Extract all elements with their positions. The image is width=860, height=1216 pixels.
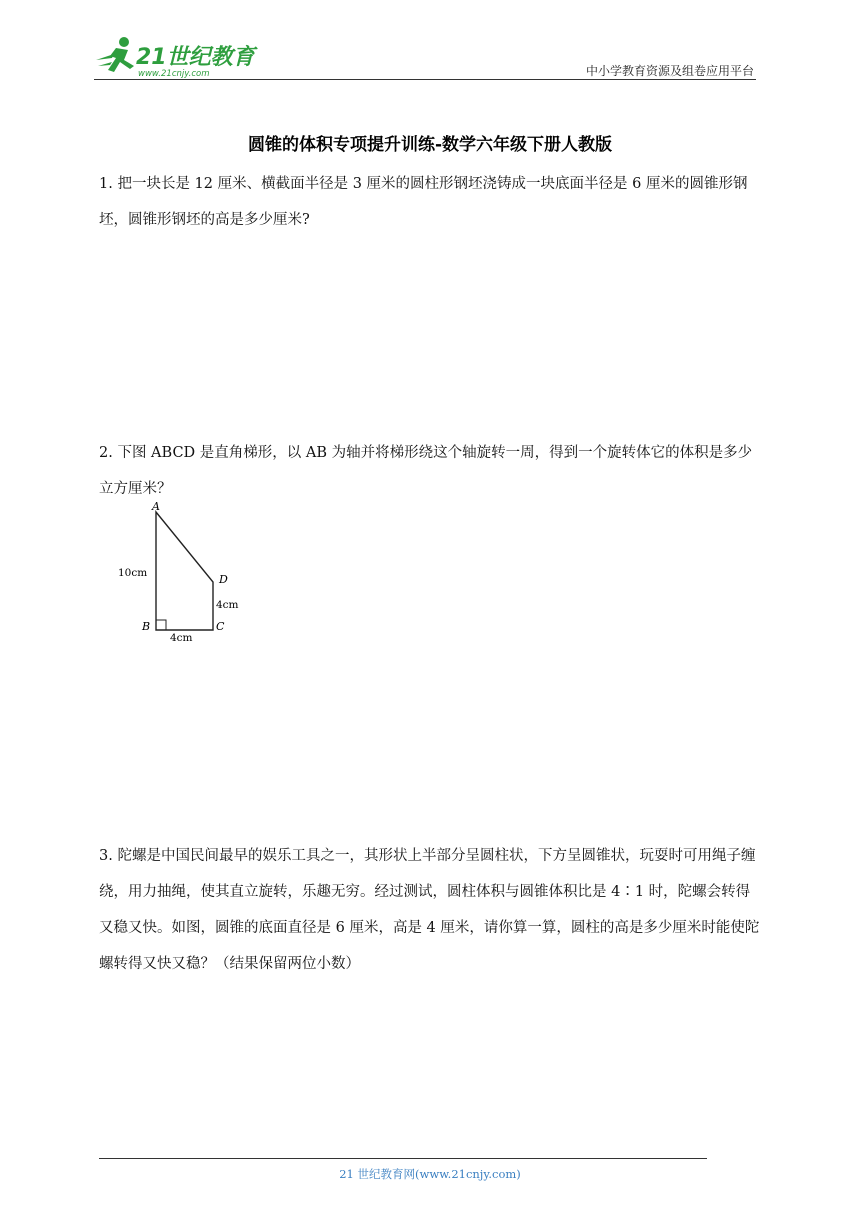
side-dc-label: 4cm — [216, 599, 239, 611]
page-header — [94, 32, 756, 80]
logo-url: www.21cnjy.com — [138, 69, 210, 78]
trapezoid-shape — [156, 512, 213, 630]
page-title: 圆锥的体积专项提升训练-数学六年级下册人教版 — [247, 135, 613, 155]
trapezoid-diagram — [112, 500, 252, 642]
vertex-d-label: D — [219, 573, 228, 586]
vertex-a-label: A — [152, 500, 160, 513]
vertex-b-label: B — [142, 620, 151, 633]
question-3: 3. 陀螺是中国民间最早的娱乐工具之一，其形状上半部分呈圆柱状，下方呈圆锥状，玩耍时可用绳子缠绕，用力抽绳，使其直立旋转，乐趣无穷。经过测试，圆柱体积与圆锥体积比是 4∶1 时，陀螺会转得又稳又快。如图，圆锥的底面直径是 6 厘米，高是 4 厘米，请你算一算，圆柱的高是多少厘米时能使陀螺转得又快又稳？（结果保留两位小数） — [99, 848, 760, 972]
runner-icon — [96, 37, 134, 72]
header-divider — [94, 79, 756, 80]
right-angle-mark — [156, 620, 166, 630]
logo-text: 21世纪教育 — [136, 45, 255, 70]
vertex-c-label: C — [216, 620, 225, 633]
question-2: 2. 下图 ABCD 是直角梯形，以 AB 为轴并将梯形绕这个轴旋转一周，得到一个旋转体它的体积是多少立方厘米？ — [99, 445, 753, 497]
question-1: 1. 把一块长是 12 厘米、横截面半径是 3 厘米的圆柱形钢坯浇铸成一块底面半径是 6 厘米的圆锥形钢坯，圆锥形钢坯的高是多少厘米? — [99, 176, 748, 228]
platform-name: 中小学教育资源及组卷应用平台 — [585, 64, 754, 78]
side-bc-label: 4cm — [170, 632, 193, 642]
footer-link[interactable]: 21 世纪教育网(www.21cnjy.com) — [339, 1167, 521, 1181]
footer-divider — [99, 1158, 707, 1159]
site-logo — [94, 34, 259, 78]
side-ab-label: 10cm — [118, 567, 148, 579]
